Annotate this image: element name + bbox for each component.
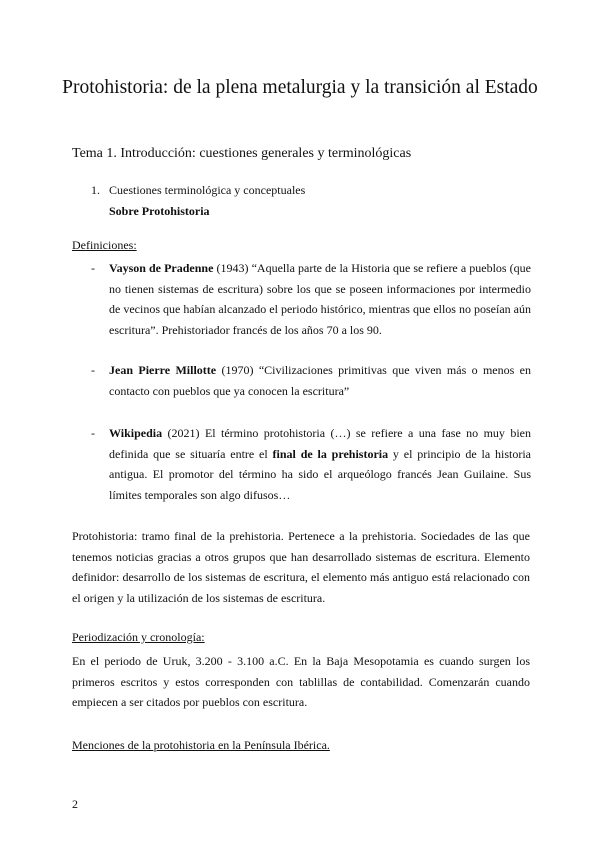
list-number: 1. — [91, 183, 100, 197]
definition-author: Wikipedia — [109, 426, 163, 440]
definition-text-after: y el principio de la historia antigua. El promotor del término ha sido el arqueólogo francés Jean Guilaine. Sus límites temporales son algo difusos… — [109, 446, 531, 502]
section-subheading: Sobre Protohistoria — [109, 204, 210, 218]
definition-quote: “Civilizaciones primitivas que viven más o menos en contacto con pueblos que ya conocen la escritura” — [109, 363, 531, 398]
definition-quote: “Aquella parte de la Historia que se refiere a pueblos (que no tienen sistemas de escritura) sobre los que se poseen informaciones por intermedio de vecinos que habían alcanzado el periodo histórico, mientras que ellos no poseían aún escritura”. Prehistoriador francés de los años 70 a los 90. — [109, 261, 531, 337]
topic-heading: Tema 1. Introducción: cuestiones generales y terminológicas — [72, 146, 412, 161]
definition-emphasis: final de la prehistoria — [272, 446, 389, 461]
definition-item — [91, 360, 531, 401]
bullet-dash: - — [91, 363, 95, 377]
definition-year: (1970) — [216, 363, 259, 377]
definition-year: (2021) — [162, 426, 205, 440]
protohistoria-paragraph: Protohistoria: tramo final de la prehistoria. Pertenece a la prehistoria. Sociedades de las que tenemos noticias gracias a otros grupos que han desarrollado sistemas de escritura. Elemento definidor: desarrollo de los sistemas de escritura, el elemento más antiguo está relacionado con el origen y la utilización de los sistemas de escritura. — [72, 529, 530, 605]
bullet-dash: - — [91, 261, 95, 275]
numbered-list-item — [91, 183, 305, 198]
page-number: 2 — [72, 797, 78, 811]
mentions-heading: Menciones de la protohistoria en la Península Ibérica. — [72, 738, 330, 752]
definition-year: (1943) — [213, 261, 252, 275]
definition-text — [109, 423, 531, 505]
periodization-heading: Periodización y cronología: — [72, 630, 205, 644]
definition-text — [109, 258, 531, 340]
bullet-dash: - — [91, 426, 95, 440]
page-title: Protohistoria: de la plena metalurgia y la transición al Estado — [62, 77, 538, 98]
definition-text-before: El término protohistoria (…) se refiere a una fase no muy bien definida que se situaría entre el — [109, 426, 531, 461]
list-item-text: Cuestiones terminológica y conceptuales — [109, 183, 306, 197]
definition-author: Vayson de Pradenne — [109, 261, 214, 275]
definitions-heading: Definiciones: — [72, 238, 137, 252]
definition-author: Jean Pierre Millotte — [109, 363, 217, 377]
definition-text — [109, 360, 531, 401]
definition-item — [91, 423, 531, 505]
definition-item — [91, 258, 531, 340]
periodization-paragraph: En el periodo de Uruk, 3.200 - 3.100 a.C. En la Baja Mesopotamia es cuando surgen los primeros escritos y estos corresponden con tablillas de contabilidad. Comenzarán cuando empiecen a ser citados por pueblos con escritura. — [72, 654, 530, 709]
